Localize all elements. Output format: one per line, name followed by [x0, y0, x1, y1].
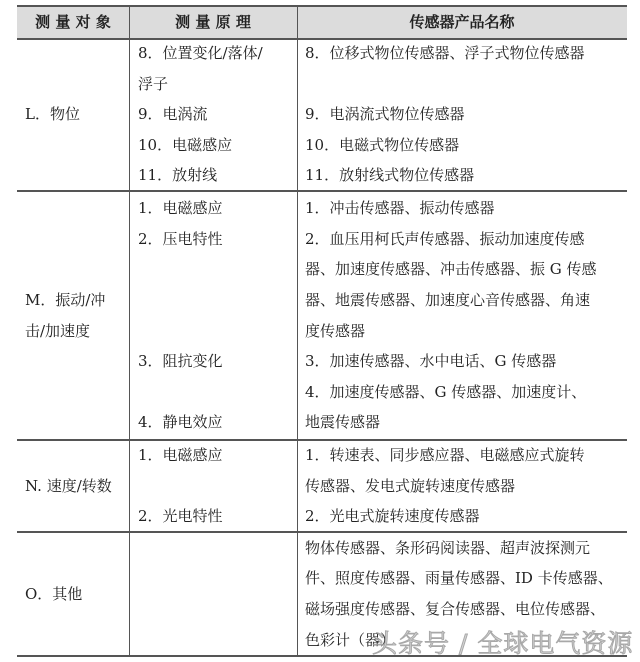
cell-object-line: L．物位	[25, 105, 80, 123]
cell-principle-line: 1．电磁感应	[138, 199, 223, 217]
header-divider	[17, 38, 627, 40]
cell-principle-line: 11．放射线	[138, 166, 218, 184]
cell-principle-line: 2．压电特性	[138, 230, 223, 248]
column-divider	[297, 6, 298, 656]
cell-principle-line: 浮子	[138, 75, 169, 93]
cell-principle-line: 9．电涡流	[138, 105, 208, 123]
table-top-border	[17, 5, 627, 7]
cell-product-line: 8．位移式物位传感器、浮子式物位传感器	[305, 44, 585, 62]
cell-product-line: 2．光电式旋转速度传感器	[305, 507, 480, 525]
cell-product-line: 传感器、发电式旋转速度传感器	[305, 477, 516, 495]
cell-product-line: 2．血压用柯氏声传感器、振动加速度传感	[305, 230, 585, 248]
cell-object-line: M．振动/冲	[25, 291, 106, 309]
cell-principle-line: 2．光电特性	[138, 507, 223, 525]
cell-product-line: 度传感器	[305, 322, 366, 340]
row-divider	[17, 190, 627, 192]
header-measure-principle: 测 量 原 理	[175, 13, 251, 31]
cell-product-line: 地震传感器	[305, 413, 381, 431]
cell-product-line: 4．加速度传感器、G 传感器、加速度计、	[305, 383, 587, 401]
cell-product-line: 3．加速传感器、水中电话、G 传感器	[305, 352, 557, 370]
cell-product-line: 物体传感器、条形码阅读器、超声波探测元	[305, 539, 591, 557]
cell-product-line: 1．冲击传感器、振动传感器	[305, 199, 495, 217]
cell-principle-line: 4．静电效应	[138, 413, 223, 431]
cell-product-line: 磁场强度传感器、复合传感器、电位传感器、	[305, 600, 606, 618]
cell-product-line: 色彩计（器）	[305, 631, 396, 649]
cell-product-line: 9．电涡流式物位传感器	[305, 105, 465, 123]
cell-object-line: 击/加速度	[25, 322, 91, 340]
cell-principle-line: 1．电磁感应	[138, 446, 223, 464]
watermark: 头条号 / 全球电气资源	[372, 629, 634, 658]
cell-principle-line: 10．电磁感应	[138, 136, 233, 154]
cell-object-line: O．其他	[25, 585, 83, 603]
row-divider	[17, 531, 627, 533]
cell-product-line: 器、地震传感器、加速度心音传感器、角速	[305, 291, 591, 309]
cell-product-line: 10．电磁式物位传感器	[305, 136, 460, 154]
cell-product-line: 1．转速表、同步感应器、电磁感应式旋转	[305, 446, 585, 464]
row-divider	[17, 439, 627, 441]
header-measure-object: 测 量 对 象	[35, 13, 111, 31]
cell-principle-line: 8．位置变化/落体/	[138, 44, 263, 62]
header-product-name: 传感器产品名称	[409, 13, 515, 31]
column-divider	[129, 6, 130, 656]
cell-product-line: 器、加速度传感器、冲击传感器、振 G 传感	[305, 260, 597, 278]
cell-product-line: 件、照度传感器、雨量传感器、ID 卡传感器、	[305, 569, 613, 587]
cell-object-line: N. 速度/转数	[25, 477, 112, 495]
cell-product-line: 11．放射线式物位传感器	[305, 166, 475, 184]
cell-principle-line: 3．阻抗变化	[138, 352, 223, 370]
